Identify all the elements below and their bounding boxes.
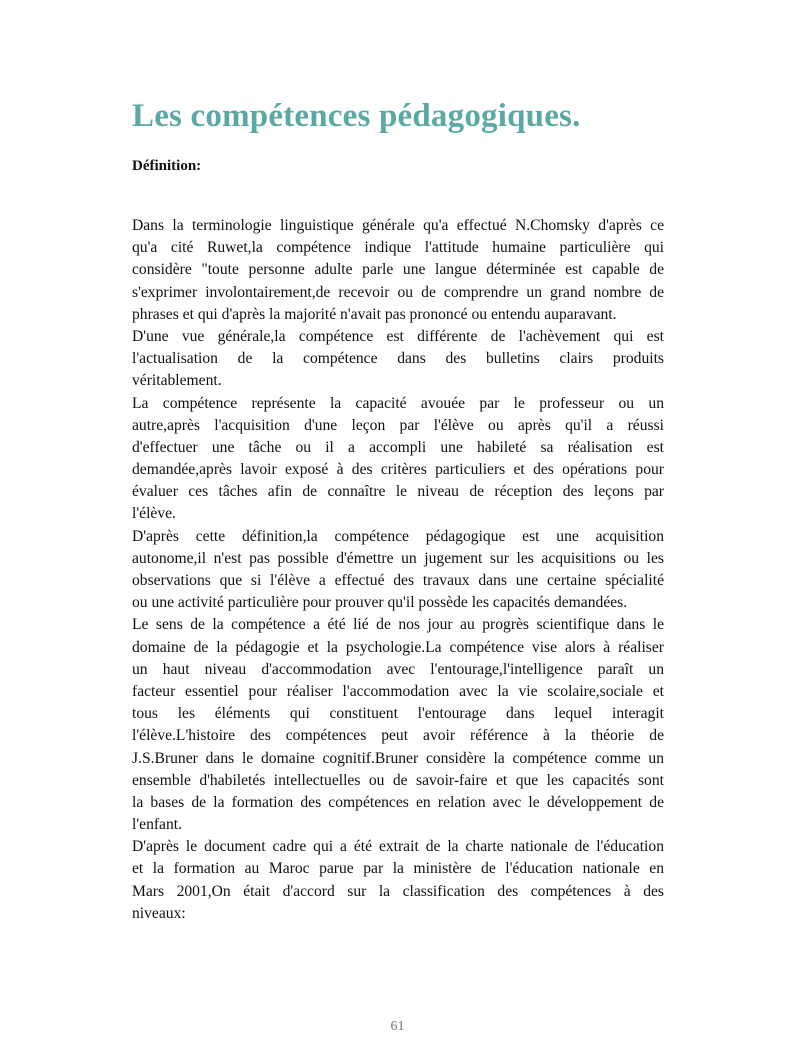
text-line: s'exprimer involontairement,de recevoir ou de comprendre un grand nombre de [132,283,664,301]
text-line: l'élève. [132,505,176,523]
paragraph [132,614,664,836]
text-line: évaluer ces tâches afin de connaître le niveau de réception des leçons par [132,483,664,501]
text-line: D'après cette définition,la compétence pédagogique est une acquisition [132,527,664,545]
text-line: l'élève.L'histoire des compétences peut avoir référence à la théorie de [132,727,664,745]
text-line: D'une vue générale,la compétence est différente de l'achèvement qui est [132,327,664,345]
text-line: niveaux: [132,904,186,922]
text-line: autre,après l'acquisition d'une leçon par l'élève ou après qu'il a réussi [132,416,664,434]
text-line: J.S.Bruner dans le domaine cognitif.Bruner considère la compétence comme un [132,749,664,767]
paragraph [132,326,664,393]
text-line: ensemble d'habiletés intellectuelles ou de savoir-faire et que les capacités sont [132,771,664,789]
text-line: demandée,après lavoir exposé à des critères particuliers et des opérations pour [132,461,664,479]
text-line: ou une activité particulière pour prouver qu'il possède les capacités demandées. [132,594,628,612]
text-line: tous les éléments qui constituent l'entourage dans lequel interagit [132,705,664,723]
text-line: l'actualisation de la compétence dans des bulletins clairs produits [132,350,664,368]
paragraph [132,393,664,526]
text-line: La compétence représente la capacité avouée par le professeur ou un [132,394,664,412]
page-title: Les compétences pédagogiques. [132,98,581,134]
text-line: Le sens de la compétence a été lié de nos jour au progrès scientifique dans le [132,616,664,634]
text-line: véritablement. [132,372,222,390]
text-line: l'enfant. [132,816,183,834]
text-line: autonome,il n'est pas possible d'émettre un jugement sur les acquisitions ou les [132,549,664,567]
text-line: D'après le document cadre qui a été extrait de la charte nationale de l'éducation [132,838,664,856]
text-line: qu'a cité Ruwet,la compétence indique l'attitude humaine particulière qui [132,239,664,257]
text-line: domaine de la pédagogie et la psychologie.La compétence vise alors à réaliser [132,638,664,656]
text-line: facteur essentiel pour réaliser l'accommodation avec la vie scolaire,sociale et [132,682,664,700]
text-line: observations que si l'élève a effectué des travaux dans une certaine spécialité [132,572,664,589]
text-line: Mars 2001,On était d'accord sur la classification des compétences à des [132,882,664,900]
text-line: la bases de la formation des compétences en relation avec le développement de [132,793,664,811]
text-line: Dans la terminologie linguistique générale qu'a effectué N.Chomsky d'après ce [132,217,664,234]
paragraph [132,215,664,326]
section-heading: Définition: [132,158,202,174]
text-line: d'effectuer une tâche ou il a accompli une habileté sa réalisation est [132,438,664,456]
text-line: et la formation au Maroc parue par la ministère de l'éducation nationale en [132,860,664,878]
page-number: 61 [390,1019,405,1034]
text-line: un haut niveau d'accommodation avec l'entourage,l'intelligence paraît un [132,660,664,678]
text-line: considère "toute personne adulte parle une langue déterminée est capable de [132,261,664,279]
paragraph [132,526,664,615]
body-text [132,215,664,925]
text-line: phrases et qui d'après la majorité n'avait pas prononcé ou entendu auparavant. [132,305,617,323]
paragraph [132,836,664,925]
